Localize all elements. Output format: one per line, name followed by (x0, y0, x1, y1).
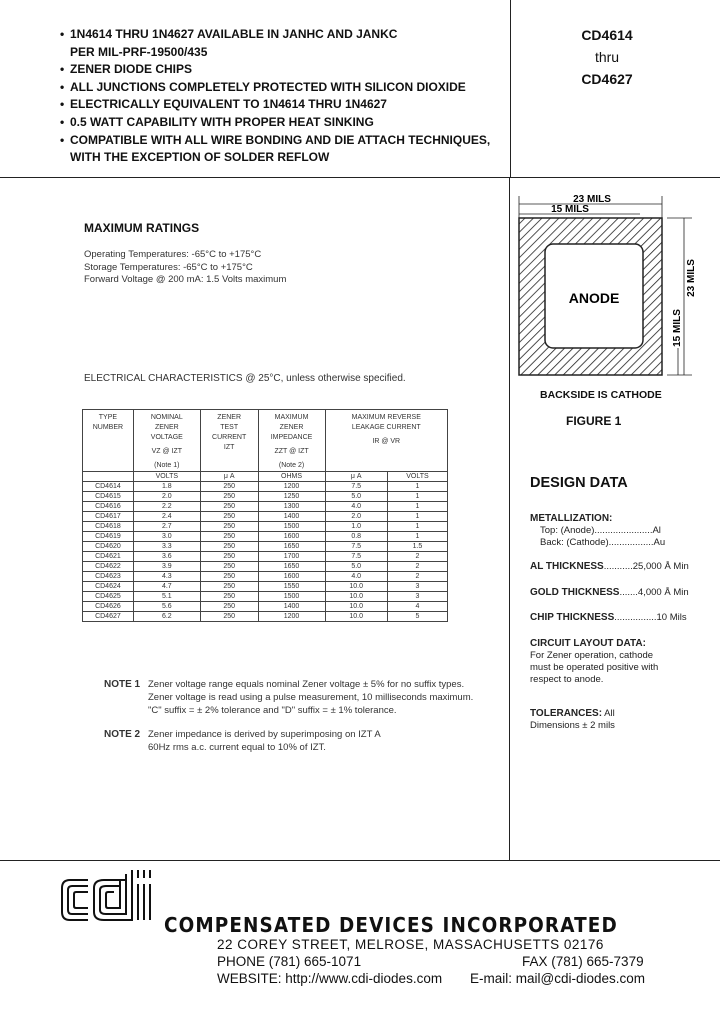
table-cell: 4.3 (133, 572, 200, 582)
table-cell: 1400 (258, 602, 325, 612)
max-ratings-heading: MAXIMUM RATINGS (84, 221, 200, 235)
company-name: COMPENSATED DEVICES INCORPORATED (164, 913, 618, 937)
table-cell: CD4619 (83, 532, 134, 542)
company-fax: FAX (781) 665-7379 (522, 954, 644, 969)
table-cell: 1.8 (133, 482, 200, 492)
footer-divider (0, 860, 720, 861)
company-website[interactable]: WEBSITE: http://www.cdi-diodes.com (217, 971, 443, 986)
feature-item: PER MIL-PRF-19500/435 (70, 44, 208, 59)
table-cell: 2 (387, 572, 447, 582)
table-cell: 5.0 (325, 562, 387, 572)
table-cell: 10.0 (325, 612, 387, 622)
table-cell: 7.5 (325, 482, 387, 492)
table-cell: 2 (387, 552, 447, 562)
header-line: NUMBER (92, 424, 124, 431)
table-cell: 3.9 (133, 562, 200, 572)
header-line: TEST (220, 424, 239, 431)
rating-line: Operating Temperatures: -65°C to +175°C (84, 249, 262, 260)
circuit-line: respect to anode. (530, 674, 604, 685)
table-header-cell (258, 410, 325, 472)
header-line: LEAKAGE CURRENT (351, 424, 421, 431)
circuit-layout (530, 638, 710, 686)
unit-cell: VOLTS (133, 472, 200, 482)
table-cell: 5.0 (325, 492, 387, 502)
feature-item: • 0.5 WATT CAPABILITY WITH PROPER HEAT SINKING (60, 114, 500, 132)
table-cell: 1650 (258, 542, 325, 552)
table-cell: 250 (200, 502, 258, 512)
table-cell: 5.1 (133, 592, 200, 602)
table-cell: 250 (200, 482, 258, 492)
table-cell: 3 (387, 582, 447, 592)
table-cell: 250 (200, 582, 258, 592)
header-line: MAXIMUM (274, 414, 309, 421)
table-cell: 4.7 (133, 582, 200, 592)
table-cell: 1700 (258, 552, 325, 562)
elec-char-heading: ELECTRICAL CHARACTERISTICS @ 25°C, unless otherwise specified. (84, 373, 406, 384)
rating-line: Storage Temperatures: -65°C to +175°C (84, 261, 253, 273)
table-cell: 1 (387, 492, 447, 502)
chip-figure (512, 188, 712, 388)
table-cell: 1.5 (387, 542, 447, 552)
table-cell: 2.0 (325, 512, 387, 522)
gold-thickness (530, 587, 689, 599)
feature-list (60, 26, 500, 167)
table-cell: 250 (200, 572, 258, 582)
table-cell: 1500 (258, 592, 325, 602)
table-cell: CD4614 (83, 482, 134, 492)
table-cell: CD4623 (83, 572, 134, 582)
table-row (83, 562, 448, 572)
table-cell: 1400 (258, 512, 325, 522)
design-data-heading: DESIGN DATA (530, 475, 628, 491)
header-line: TYPE (98, 414, 118, 421)
header-line: IR @ VR (372, 438, 401, 445)
dim-right-label: 23 MILS (686, 259, 697, 297)
chip-thickness (530, 612, 687, 624)
tol-label: TOLERANCES: (530, 708, 603, 719)
table-cell: 1600 (258, 572, 325, 582)
right-column-divider (509, 177, 510, 861)
max-ratings-lines (84, 249, 286, 287)
table-row (83, 492, 448, 502)
table-row (83, 592, 448, 602)
part-title (580, 24, 634, 90)
cdi-logo (58, 866, 170, 932)
header-line: ZZT @ IZT (274, 448, 309, 455)
table-cell: CD4626 (83, 602, 134, 612)
chip-label: CHIP THICKNESS (530, 612, 615, 623)
unit-cell (83, 472, 134, 482)
note-line: "C" suffix = ± 2% tolerance and "D" suffix = ± 1% tolerance. (148, 705, 397, 716)
table-cell: 7.5 (325, 542, 387, 552)
table-cell: 10.0 (325, 602, 387, 612)
table-cell: CD4616 (83, 502, 134, 512)
table-cell: 3.6 (133, 552, 200, 562)
vertical-divider (510, 0, 511, 177)
table-cell: CD4620 (83, 542, 134, 552)
table-row (83, 532, 448, 542)
chip-value: ................10 Mils (614, 612, 687, 623)
circuit-line: For Zener operation, cathode (530, 650, 654, 661)
table-cell: CD4622 (83, 562, 134, 572)
table-row (83, 552, 448, 562)
table-cell: 1500 (258, 522, 325, 532)
note-label: NOTE 2 (104, 729, 141, 740)
table-row (83, 482, 448, 492)
figure-caption: FIGURE 1 (566, 414, 622, 428)
note-line: Zener voltage range equals nominal Zener voltage ± 5% for no suffix types. (148, 679, 465, 690)
table-cell: 1 (387, 522, 447, 532)
header-line: (Note 1) (154, 462, 180, 469)
table-cell: 7.5 (325, 552, 387, 562)
metallization-label: METALLIZATION: (530, 513, 613, 524)
electrical-table (82, 409, 448, 622)
unit-cell: OHMS (258, 472, 325, 482)
table-cell: 250 (200, 542, 258, 552)
dim-inner-label: 15 MILS (551, 204, 589, 215)
header-line: ZENER (217, 414, 242, 421)
feature-item: • 1N4614 THRU 1N4627 AVAILABLE IN JANHC AND JANKC (60, 26, 500, 44)
table-cell: 5 (387, 612, 447, 622)
note-1 (104, 678, 140, 691)
table-cell: 6.2 (133, 612, 200, 622)
company-email[interactable]: E-mail: mail@cdi-diodes.com (470, 971, 645, 986)
circuit-line: must be operated positive with (530, 662, 659, 673)
note-line: Zener impedance is derived by superimposing on IZT A (148, 729, 381, 740)
table-cell: CD4618 (83, 522, 134, 532)
backside-note: BACKSIDE IS CATHODE (540, 389, 662, 401)
table-cell: 0.8 (325, 532, 387, 542)
table-header-row (83, 410, 448, 472)
feature-item: • ELECTRICALLY EQUIVALENT TO 1N4614 THRU 1N4627 (60, 96, 500, 114)
table-cell: 1550 (258, 582, 325, 592)
table-cell: 250 (200, 552, 258, 562)
table-header-cell (200, 410, 258, 472)
table-cell: 250 (200, 522, 258, 532)
table-cell: 4.0 (325, 572, 387, 582)
al-label: AL THICKNESS (530, 561, 604, 572)
table-row (83, 572, 448, 582)
table-cell: 250 (200, 592, 258, 602)
unit-cell: μ A (200, 472, 258, 482)
metallization-top: Top: (Anode)......................Al (540, 525, 661, 536)
anode-label: ANODE (568, 290, 620, 306)
table-cell: 250 (200, 602, 258, 612)
table-cell: 1.0 (325, 522, 387, 532)
feature-item: • ZENER DIODE CHIPS (60, 61, 500, 79)
table-units-row (83, 472, 448, 482)
header-line: IMPEDANCE (270, 434, 313, 441)
table-row (83, 522, 448, 532)
header-line: ZENER (279, 424, 304, 431)
header-line: (Note 2) (278, 462, 305, 469)
table-header-cell (83, 410, 134, 472)
table-cell: CD4615 (83, 492, 134, 502)
table-cell: 2 (387, 562, 447, 572)
feature-item: WITH THE EXCEPTION OF SOLDER REFLOW (70, 150, 330, 165)
title-line2: thru (594, 49, 620, 65)
table-cell: 5.6 (133, 602, 200, 612)
circuit-label: CIRCUIT LAYOUT DATA: (530, 638, 646, 649)
table-cell: 1 (387, 512, 447, 522)
table-cell: 1300 (258, 502, 325, 512)
table-cell: 2.2 (133, 502, 200, 512)
header-divider (0, 177, 720, 178)
tolerances (530, 708, 710, 732)
header-line: NOMINAL (150, 414, 183, 421)
table-cell: 1 (387, 532, 447, 542)
table-cell: CD4617 (83, 512, 134, 522)
table-row (83, 542, 448, 552)
table-cell: 1250 (258, 492, 325, 502)
table-cell: CD4627 (83, 612, 134, 622)
al-value: ...........25,000 Å Min (603, 561, 689, 572)
company-address: 22 COREY STREET, MELROSE, MASSACHUSETTS 02176 (217, 937, 604, 952)
logo-text: cdi (113, 930, 115, 931)
metallization-back: Back: (Cathode).................Au (540, 537, 666, 548)
dim-top-label: 23 MILS (573, 194, 611, 205)
header-line: CURRENT (212, 434, 247, 441)
note-line: 60Hz rms a.c. current equal to 10% of IZT. (148, 742, 326, 753)
table-cell: 2.4 (133, 512, 200, 522)
dim-right-inner-label: 15 MILS (672, 309, 683, 347)
title-line1: CD4614 (581, 27, 633, 43)
note-label: NOTE 1 (104, 679, 141, 690)
feature-item: • COMPATIBLE WITH ALL WIRE BONDING AND DIE ATTACH TECHNIQUES, (60, 132, 500, 150)
rating-line: Forward Voltage @ 200 mA: 1.5 Volts maximum (84, 274, 287, 285)
note-line: Zener voltage is read using a pulse measurement, 10 milliseconds maximum. (148, 692, 474, 703)
table-row (83, 582, 448, 592)
table-cell: 4 (387, 602, 447, 612)
table-cell: 1200 (258, 482, 325, 492)
table-cell: 1600 (258, 532, 325, 542)
metallization (530, 513, 710, 549)
al-thickness (530, 561, 689, 573)
table-cell: 1 (387, 482, 447, 492)
table-cell: 3.3 (133, 542, 200, 552)
table-cell: CD4624 (83, 582, 134, 592)
table-cell: 250 (200, 612, 258, 622)
unit-cell: μ A (325, 472, 387, 482)
table-row (83, 612, 448, 622)
table-cell: 4.0 (325, 502, 387, 512)
table-row (83, 602, 448, 612)
table-cell: 2.7 (133, 522, 200, 532)
table-cell: CD4625 (83, 592, 134, 602)
table-cell: 10.0 (325, 592, 387, 602)
table-header-cell (325, 410, 447, 472)
table-cell: 10.0 (325, 582, 387, 592)
note-2-text (148, 728, 381, 754)
table-cell: 250 (200, 562, 258, 572)
table-cell: 3 (387, 592, 447, 602)
gold-value: .......4,000 Å Min (619, 587, 689, 598)
table-cell: 250 (200, 512, 258, 522)
header-line: MAXIMUM REVERSE (351, 414, 421, 421)
table-cell: 1 (387, 502, 447, 512)
table-row (83, 502, 448, 512)
table-cell: 2.0 (133, 492, 200, 502)
header-line: VZ @ IZT (151, 448, 183, 455)
table-cell: 1200 (258, 612, 325, 622)
note-1-text (148, 678, 473, 717)
table-cell: CD4621 (83, 552, 134, 562)
table-row (83, 512, 448, 522)
table-cell: 250 (200, 532, 258, 542)
header-line: VOLTAGE (150, 434, 183, 441)
company-phone: PHONE (781) 665-1071 (217, 954, 362, 969)
header-line: ZENER (154, 424, 179, 431)
table-cell: 3.0 (133, 532, 200, 542)
table-header-cell (133, 410, 200, 472)
tol-line2: Dimensions ± 2 mils (530, 720, 615, 731)
gold-label: GOLD THICKNESS (530, 587, 620, 598)
note-2 (104, 728, 140, 741)
header-line: IZT (223, 444, 235, 451)
table-cell: 250 (200, 492, 258, 502)
table-cell: 1650 (258, 562, 325, 572)
unit-cell: VOLTS (387, 472, 447, 482)
feature-item: • ALL JUNCTIONS COMPLETELY PROTECTED WITH SILICON DIOXIDE (60, 79, 500, 97)
title-line3: CD4627 (581, 71, 633, 87)
tol-value: All (604, 708, 615, 719)
